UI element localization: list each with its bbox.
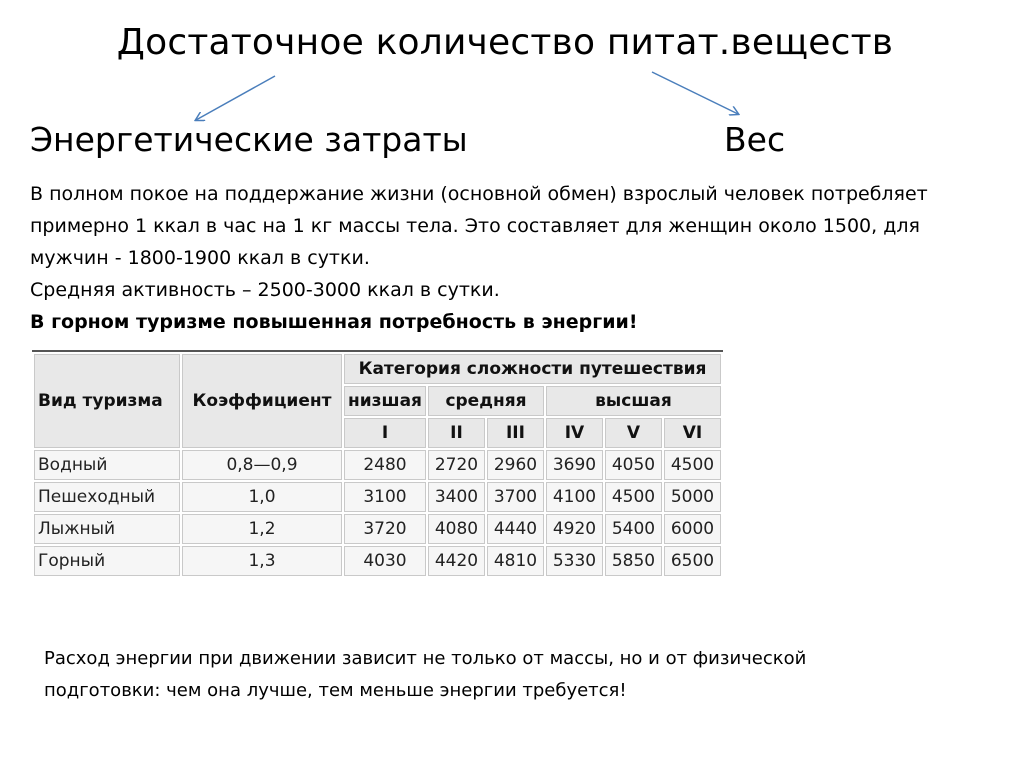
- row-value: 5400: [604, 513, 663, 545]
- table-row: [33, 545, 722, 577]
- row-value: 5330: [545, 545, 604, 577]
- tourism-energy-table: [32, 352, 723, 578]
- row-value: 4050: [604, 449, 663, 481]
- footer-line: Расход энергии при движении зависит не только от массы, но и от физической: [44, 648, 807, 669]
- row-value: 5000: [663, 481, 722, 513]
- header-coefficient: Коэффициент: [181, 353, 343, 449]
- row-value: 4500: [604, 481, 663, 513]
- row-type: Водный: [33, 449, 181, 481]
- row-coef: 1,0: [181, 481, 343, 513]
- level-high: высшая: [545, 385, 722, 417]
- table-row: [33, 449, 722, 481]
- grade-header: II: [427, 417, 486, 449]
- row-value: 2960: [486, 449, 545, 481]
- grade-header: V: [604, 417, 663, 449]
- row-value: 2480: [343, 449, 427, 481]
- energy-table: [32, 350, 723, 578]
- header-type: Вид туризма: [33, 353, 181, 449]
- right-arrow: [652, 72, 738, 114]
- branch-arrows: [0, 0, 1024, 140]
- row-value: 5850: [604, 545, 663, 577]
- row-value: 2720: [427, 449, 486, 481]
- level-low: низшая: [343, 385, 427, 417]
- row-value: 6000: [663, 513, 722, 545]
- row-value: 6500: [663, 545, 722, 577]
- row-value: 4100: [545, 481, 604, 513]
- row-value: 4440: [486, 513, 545, 545]
- row-value: 4420: [427, 545, 486, 577]
- row-type: Горный: [33, 545, 181, 577]
- level-medium: средняя: [427, 385, 545, 417]
- row-value: 3700: [486, 481, 545, 513]
- grade-header: I: [343, 417, 427, 449]
- row-value: 3400: [427, 481, 486, 513]
- energy-costs-heading: Энергетические затраты: [30, 120, 468, 159]
- row-value: 4500: [663, 449, 722, 481]
- intro-paragraph: [30, 178, 1010, 338]
- row-coef: 1,3: [181, 545, 343, 577]
- row-value: 4030: [343, 545, 427, 577]
- header-category: Категория сложности путешествия: [343, 353, 722, 385]
- left-arrow: [196, 76, 275, 120]
- slide-title: Достаточное количество питат.веществ: [116, 22, 894, 63]
- row-type: Лыжный: [33, 513, 181, 545]
- row-value: 4080: [427, 513, 486, 545]
- row-type: Пешеходный: [33, 481, 181, 513]
- row-value: 3100: [343, 481, 427, 513]
- weight-heading: Вес: [724, 120, 786, 159]
- row-value: 3720: [343, 513, 427, 545]
- paragraph-line: Средняя активность – 2500-3000 ккал в сутки.: [30, 279, 500, 301]
- grade-header: IV: [545, 417, 604, 449]
- row-coef: 1,2: [181, 513, 343, 545]
- footer-note: [44, 643, 1004, 707]
- row-coef: 0,8—0,9: [181, 449, 343, 481]
- paragraph-line: мужчин - 1800-1900 ккал в сутки.: [30, 247, 370, 269]
- grade-header: III: [486, 417, 545, 449]
- footer-line: подготовки: чем она лучше, тем меньше энергии требуется!: [44, 680, 627, 701]
- grade-header: VI: [663, 417, 722, 449]
- paragraph-line: примерно 1 ккал в час на 1 кг массы тела. Это составляет для женщин около 1500, для: [30, 215, 920, 237]
- row-value: 4810: [486, 545, 545, 577]
- table-row: [33, 513, 722, 545]
- table-row: [33, 481, 722, 513]
- emphasis-line: В горном туризме повышенная потребность в энергии!: [30, 311, 638, 333]
- row-value: 3690: [545, 449, 604, 481]
- paragraph-line: В полном покое на поддержание жизни (основной обмен) взрослый человек потребляет: [30, 183, 928, 205]
- row-value: 4920: [545, 513, 604, 545]
